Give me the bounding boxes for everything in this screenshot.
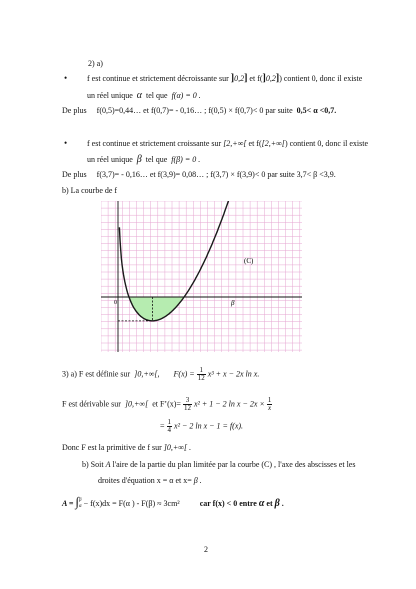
bullet-dot: • — [64, 73, 68, 83]
q2a-bullet2-line2: un réel unique β tel que f(β) = 0 . — [87, 154, 201, 165]
curve-label: (C) — [244, 257, 254, 265]
q2a-label: 2) a) — [88, 59, 103, 68]
q3a-line: 3) a) F est définie sur ]0,+∞[, F(x) = $\frac{1}{12}$ x³ + x − 2x ln x. — [62, 366, 260, 382]
graph-grid — [101, 201, 302, 352]
q2a-bullet2-line1: f est continue et strictement croissante sur [2,+∞[ et f([2,+∞[) contient 0, donc il existe — [87, 139, 369, 148]
q2b-label: b) La courbe de f — [62, 186, 118, 195]
graph-axes — [101, 201, 302, 352]
q3b-line1: b) Soit A l'aire de la partie du plan limitée par la courbe (C) , l'axe des abscisses et les — [82, 460, 356, 469]
q2a-bullet1-line1: f est continue et strictement décroissante sur ]0,2] et f(]0,2]) contient 0, donc il existe — [87, 73, 363, 84]
beta-label: β — [231, 299, 235, 307]
page-number: 2 — [204, 545, 208, 554]
q3-donc-line: Donc F est la primitive de f sur ]0,+∞[ . — [62, 443, 192, 452]
q3-deriv-line: F est dérivable sur ]0,+∞[ et F’(x)= $\frac{3}{12}$ x² + 1 − 2 ln x − 2x × $\frac{1}{x}$ — [62, 396, 272, 412]
q2a-deplus2: De plus f(3,7)= - 0,16… et f(3,9)= 0,08… ; f(3,7) × f(3,9)< 0 par suite 3,7< β <3,9. — [62, 170, 336, 179]
bullet-dot: • — [64, 138, 68, 148]
function-graph — [101, 201, 302, 352]
q2a-bullet1-line2: un réel unique α tel que f(α) = 0 . — [87, 90, 201, 101]
q3b-line2: droites d'équation x = α et x= β . — [98, 476, 202, 485]
q3-formula: A = ∫ β α − f(x)dx = F(α ) - F(β) ≈ 3cm² car f(x) < 0 entre α et β . — [62, 494, 284, 510]
q3-eq2-line: = $\frac{1}{4}$ x² − 2 ln x − 1 = f(x). — [160, 418, 244, 434]
q2a-deplus1: De plus f(0,5)=0,44… et f(0,7)= - 0,16… ; f(0,5) × f(0,7)< 0 par suite 0,5< α <0,7. — [62, 106, 337, 115]
origin-label: 0 — [114, 300, 117, 306]
